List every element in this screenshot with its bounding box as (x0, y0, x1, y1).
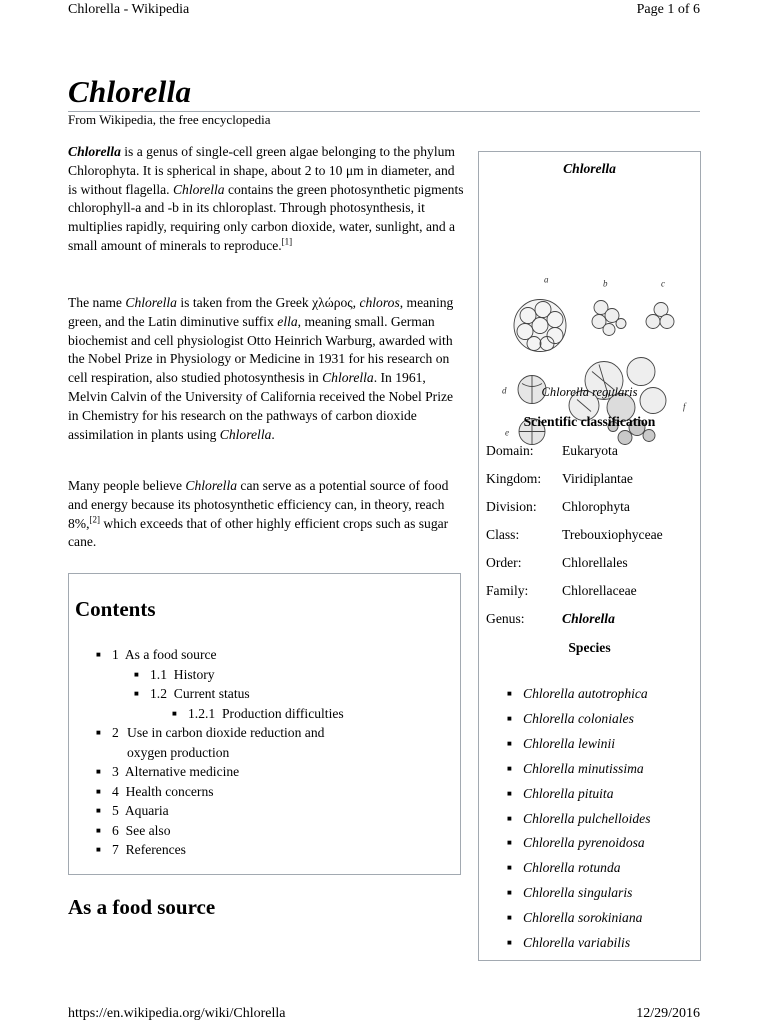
species-item[interactable]: ■ Chlorella minutissima (479, 757, 651, 782)
toc-label: Current status (173, 686, 250, 701)
text-run: The name (68, 295, 126, 310)
toc-label: Aquaria (124, 803, 169, 818)
taxon-rank: Genus: (486, 611, 525, 626)
toc-label: Production difficulties (221, 705, 344, 721)
species-item[interactable]: ■ Chlorella pyrenoidosa (479, 831, 651, 856)
toc-item[interactable] (69, 645, 412, 665)
toc-number: 3 (112, 764, 119, 779)
intro-paragraph-3 (68, 477, 466, 552)
lead-term: Chlorella (68, 144, 121, 159)
text-run: , meaning small. German biochemist and cell physiologist Otto Heinrich Warburg, awarded with the Nobel Prize in Physiology or Medicine in 1931 for his research on cell respiration, also studied photosynthesis in (68, 313, 453, 386)
toc-number: 1.2 (150, 686, 167, 701)
italic-term: Chlorella (125, 295, 177, 310)
figure-label-c: c (661, 278, 665, 289)
print-header-page-number: Page 1 of 6 (636, 2, 700, 17)
toc-number: 1.1 (150, 666, 167, 682)
text-run: contains the green photosynthetic pigments chlorophyll-a and -b in its chloroplast. Through photosynthesis, it multiplies rapidly, requiring only carbon dioxide, water, sunlight, and a small amount of minerals to reproduce. (68, 181, 464, 253)
tagline: From Wikipedia, the free encyclopedia (68, 112, 271, 127)
taxon-rank: Division: (486, 499, 537, 514)
toc-number: ■ 2 (112, 725, 119, 740)
species-item[interactable]: ■ Chlorella sorokiniana (479, 906, 651, 931)
toc-item[interactable] (69, 704, 460, 724)
toc-item[interactable] (69, 762, 412, 782)
table-of-contents (68, 573, 461, 875)
toc-number: 1 (112, 647, 119, 662)
text-run: can serve as a potential source of food and energy because its photosynthetic efficiency can, in theory, reach 8%, (68, 478, 449, 531)
species-item[interactable]: ■ Chlorella pulchelloides (479, 807, 651, 832)
cell-cluster-c (646, 303, 674, 329)
toc-label: As a food source (124, 647, 217, 662)
figure-label-b: b (603, 278, 608, 289)
italic-term: chloros (359, 295, 400, 310)
toc-item[interactable] (69, 782, 412, 802)
figure-label-f: f (683, 401, 686, 412)
intro-paragraph-2 (68, 294, 466, 444)
toc-item[interactable] (69, 821, 412, 841)
species-item[interactable]: ■ Chlorella rotunda (479, 856, 651, 881)
taxon-value[interactable]: Chlorellaceae (562, 583, 637, 598)
toc-item[interactable] (69, 840, 412, 860)
taxobox (478, 151, 701, 961)
text-run: , meaning green, and the Latin diminutive suffix (68, 295, 454, 329)
italic-term: Chlorella (322, 370, 374, 386)
toc-item[interactable] (69, 723, 362, 762)
toc-number: 5 (112, 803, 119, 818)
toc-label: References (125, 842, 186, 857)
toc-item[interactable] (69, 801, 412, 821)
cell-cluster-b (592, 301, 626, 336)
species-list (479, 682, 651, 956)
toc-label: Health concerns (125, 783, 214, 799)
taxon-value[interactable]: Chlorophyta (562, 499, 630, 514)
print-footer-date: 12/29/2016 (636, 1006, 700, 1021)
text-run: is a genus of single-cell green algae belonging to the phylum Chlorophyta. It is spherical in shape, about 2 to 10 μm in diameter, and is without flagella. (68, 144, 455, 197)
toc-list (69, 645, 460, 860)
toc-item[interactable] (69, 684, 460, 704)
taxon-value: Chlorella (562, 611, 615, 626)
text-run: which exceeds that of other highly efficient crops such as sugar cane. (68, 515, 449, 550)
intro-paragraph-1 (68, 143, 466, 256)
print-footer-url: https://en.wikipedia.org/wiki/Chlorella (68, 1006, 286, 1021)
taxon-rank: Domain: (486, 443, 534, 458)
italic-term: Chlorella (185, 478, 238, 493)
classification-heading: Scientific classification (523, 414, 656, 429)
italic-term: ella (277, 313, 298, 329)
taxon-rank: Class: (486, 527, 520, 542)
toc-label: Alternative medicine (124, 764, 240, 779)
toc-label: History (173, 666, 215, 682)
text-run: Many people believe (68, 478, 186, 493)
species-item[interactable]: ■ Chlorella autotrophica (479, 682, 651, 707)
genus-link[interactable]: Chlorella (172, 181, 225, 197)
toc-number: 1.2.1 (188, 705, 216, 721)
toc-number: 4 (112, 783, 119, 799)
figure-label-e: e (505, 427, 509, 438)
toc-number: 7 (112, 842, 119, 857)
taxon-value[interactable]: Chlorellales (562, 555, 628, 570)
taxobox-title: Chlorella (563, 161, 616, 176)
species-heading: Species (568, 640, 611, 655)
image-caption: Chlorella regularis (541, 385, 638, 399)
toc-label: Use in carbon dioxide reduction and oxygen production (127, 725, 325, 760)
citation-link-2[interactable]: [2] (89, 514, 101, 525)
section-heading-food-source: As a food source (68, 895, 216, 919)
taxon-rank: Order: (486, 555, 522, 570)
cell-cluster-a (514, 300, 566, 352)
page-title: Chlorella (68, 74, 192, 109)
figure-label-d: d (502, 385, 507, 396)
text-run: . In 1961, Melvin Calvin of the University of California received the Nobel Prize in Chemistry for his research on the pathways of carbon dioxide assimilation in plants using (68, 370, 454, 442)
species-item[interactable]: ■ Chlorella pituita (479, 782, 651, 807)
toc-title: Contents (75, 597, 156, 621)
species-item[interactable]: ■ Chlorella lewinii (479, 732, 651, 757)
taxon-rank: Family: (486, 583, 529, 598)
taxon-rank: Kingdom: (486, 471, 542, 486)
toc-label: See also (125, 822, 171, 838)
cell-cluster-f (569, 358, 666, 445)
italic-term: Chlorella (219, 426, 272, 442)
taxon-value[interactable]: Eukaryota (562, 443, 618, 458)
species-item[interactable]: ■ Chlorella singularis (479, 881, 651, 906)
toc-number: 6 (112, 822, 119, 838)
print-header-title: Chlorella - Wikipedia (68, 2, 190, 17)
figure-label-a: a (544, 274, 549, 285)
text-run: is taken from the Greek χλώρος, (176, 295, 360, 310)
text-run: . (271, 426, 275, 442)
citation-link-1[interactable]: [1] (281, 236, 293, 247)
taxon-value[interactable]: Trebouxiophyceae (562, 527, 663, 542)
taxon-value[interactable]: Viridiplantae (562, 471, 633, 486)
species-item[interactable]: ■ Chlorella variabilis (479, 931, 651, 956)
toc-item[interactable] (69, 665, 460, 685)
species-item[interactable]: ■ Chlorella coloniales (479, 707, 651, 732)
